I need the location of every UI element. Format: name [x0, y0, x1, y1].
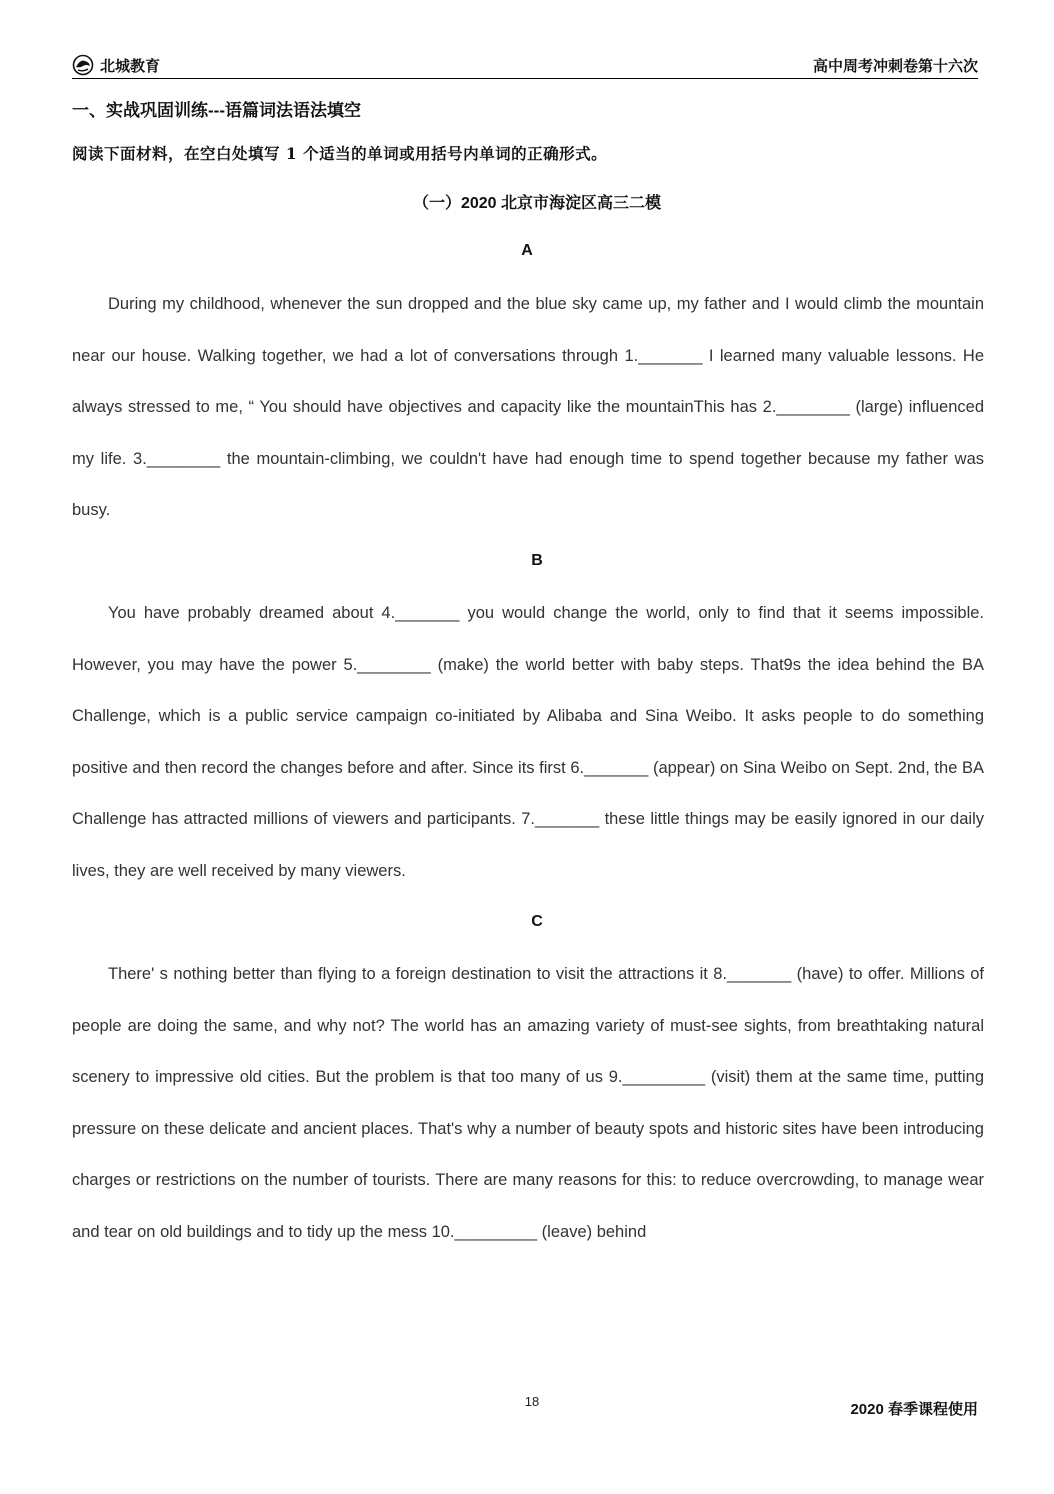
passage-c [72, 949, 984, 1259]
part-label-a: A [521, 242, 533, 259]
part-label-c: C [531, 913, 543, 930]
passage-b-text: You have probably dreamed about 4._______ you would change the world, only to find that it seems impossible. However, you may have the power 5.________ (make) the world better with baby steps. That9s the idea behind the BA Challenge, which is a public service campaign co-initiated by Alibaba and Sina Weibo. It asks people to do something positive and then record the changes before and after. Since its first 6._______ (appear) on Sina Weibo on Sept. 2nd, the BA Challenge has attracted millions of viewers and participants. 7._______ these little things may be easily ignored in our daily lives, they are well received by many viewers. [72, 604, 984, 880]
logo-icon [72, 54, 94, 76]
page-header [72, 52, 978, 79]
passage-a [72, 279, 984, 537]
page-number: 18 [524, 1394, 540, 1409]
part-label-b: B [531, 552, 543, 569]
header-title: 高中周考冲刺卷第十六次 [812, 58, 978, 75]
passage-c-text: There' s nothing better than flying to a foreign destination to visit the attractions it 8._______ (have) to offer. Millions of people are doing the same, and why not? The world has an amazing variety of must-see sights, from breathtaking natural scenery to impressive old cities. But the problem is that too many of us 9._________ (visit) them at the same time, putting pressure on these delicate and ancient places. That's why a number of beauty spots and historic sites have been introducing charges or restrictions on the number of tourists. There are many reasons for this: to reduce overcrowding, to manage wear and tear on old buildings and to tidy up the mess 10._________ (leave) behind [72, 965, 984, 1241]
passage-b [72, 588, 984, 898]
source-title: （一）2020 北京市海淀区高三二模 [412, 195, 662, 212]
logo [72, 54, 160, 76]
logo-text: 北城教育 [100, 57, 161, 75]
footer-label: 2020 春季课程使用 [850, 1401, 978, 1418]
instruction: 阅读下面材料，在空白处填写 1 个适当的单词或用括号内单词的正确形式。 [72, 144, 608, 163]
section-title: 一、实战巩固训练---语篇词法语法填空 [72, 101, 361, 120]
passage-a-text: During my childhood, whenever the sun dropped and the blue sky came up, my father and I would climb the mountain near our house. Walking together, we had a lot of conversations through 1._______ I learned many valuable lessons. He always stressed to me, “ You should have objectives and capacity like the mountainThis has 2.________ (large) influenced my life. 3.________ the mountain-climbing, we couldn't have had enough time to spend together because my father was busy. [72, 295, 984, 520]
